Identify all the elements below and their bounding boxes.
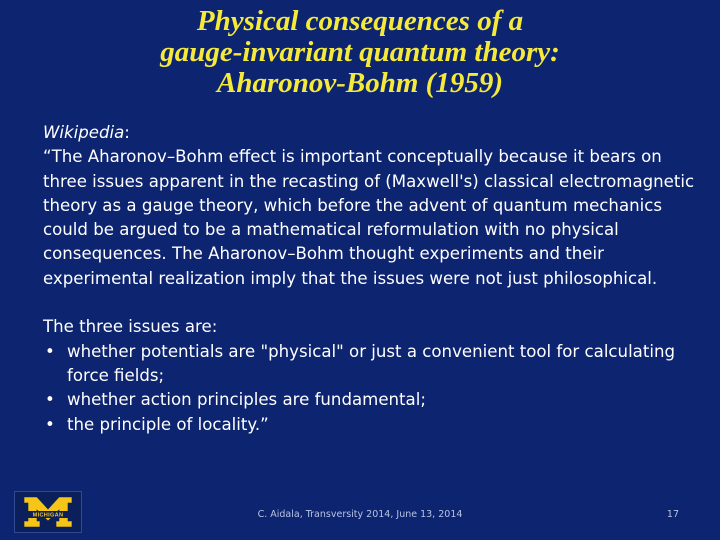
bullet-icon: • <box>45 390 55 410</box>
list-item <box>43 413 703 437</box>
issues-intro: The three issues are: <box>43 317 218 337</box>
logo-banner-text: MICHIGAN <box>32 512 64 519</box>
slide-title <box>0 6 720 99</box>
bullet-icon: • <box>45 414 55 434</box>
footer-text: C. Aidala, Transversity 2014, June 13, 2014 <box>257 509 463 520</box>
list-item-text: the principle of locality.” <box>67 414 269 434</box>
title-line-1: Physical consequences of a <box>196 5 524 37</box>
bullet-icon: • <box>45 341 55 361</box>
source-line <box>43 121 703 145</box>
page-number: 17 <box>666 509 679 520</box>
quote-paragraph: “The Aharonov–Bohm effect is important conceptually because it bears on three issues apparent in the recasting of (Maxwell's) classical electromagnetic theory as a gauge theory, which before the advent of quantum mechanics could be argued to be a mathematical reformulation with no physical consequences. The Aharonov–Bohm thought experiments and their experimental realization imply that the issues were not just philosophical. <box>43 147 695 288</box>
list-item-text: whether potentials are "physical" or just a convenient tool for calculating force fields; <box>67 341 676 385</box>
slide-body <box>43 121 703 437</box>
list-item <box>43 388 703 412</box>
title-line-2: gauge-invariant quantum theory: <box>160 36 560 68</box>
source-colon: : <box>124 123 130 142</box>
issues-list <box>43 340 703 437</box>
list-item-text: whether action principles are fundamental; <box>67 390 426 410</box>
paragraph-gap <box>43 291 703 315</box>
title-line-3: Aharonov-Bohm (1959) <box>216 67 503 99</box>
source-name: Wikipedia <box>43 123 125 142</box>
list-item <box>43 340 703 389</box>
